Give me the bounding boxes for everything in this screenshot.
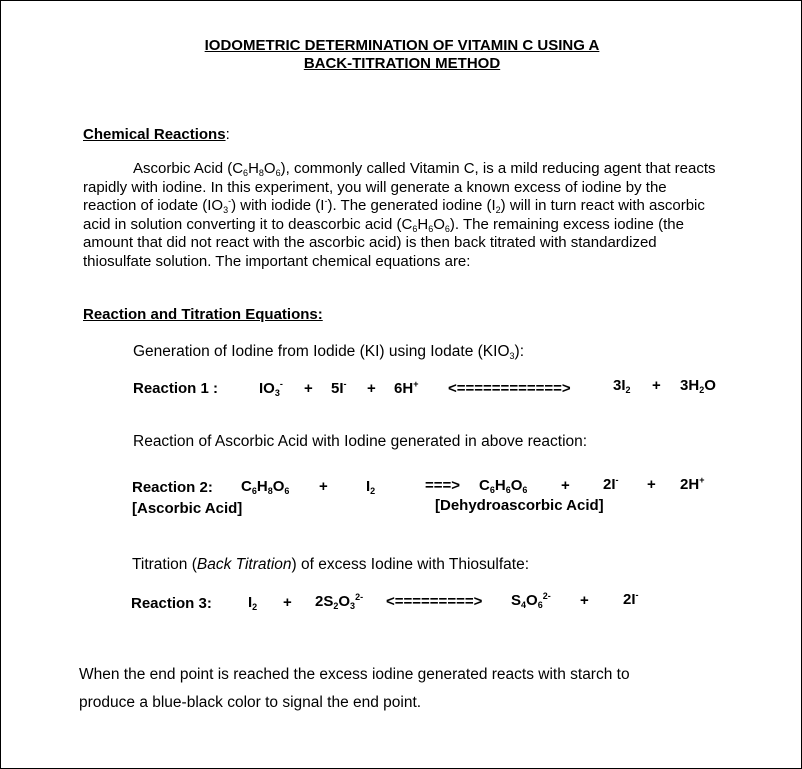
iodide-charge: -	[343, 379, 347, 389]
reaction-3-tetrathionate	[511, 592, 551, 609]
reaction-2-ascorbic-acid-label: [Ascorbic Acid]	[132, 500, 243, 517]
iodate-formula: IO	[259, 380, 275, 397]
r3-iodide-formula: 2I	[623, 591, 636, 608]
intro-paragraph-segment: 3	[223, 205, 229, 216]
tetrathionate-sub-2: 6	[537, 600, 543, 610]
thiosulfate-sub-2: 3	[350, 601, 356, 611]
reaction-1-label: Reaction 1 :	[133, 380, 219, 397]
reaction-1-iodate	[259, 380, 283, 397]
reaction-2-dehydroascorbic-acid-label: [Dehydroascorbic Acid]	[435, 497, 604, 514]
r2-hydrogen-charge: +	[699, 475, 705, 485]
chemical-reactions-heading	[83, 126, 230, 143]
reaction-3-plus-1: +	[283, 594, 292, 611]
thiosulfate-o: O	[338, 593, 351, 610]
intro-paragraph-segment: H	[417, 215, 429, 233]
equations-heading	[83, 306, 323, 323]
intro-paragraph-segment: O	[263, 160, 276, 177]
reaction-1-description-sub: 3	[509, 351, 515, 361]
reaction-1-plus-3: +	[652, 377, 661, 394]
reaction-2-iodide	[603, 476, 619, 493]
reaction-2-iodine	[366, 478, 375, 495]
equations-heading-text: Reaction and Titration Equations:	[83, 306, 323, 323]
tetrathionate-o: O	[526, 592, 538, 609]
heading-colon: :	[225, 126, 230, 143]
r2-iodide-charge: -	[615, 475, 619, 485]
ascorbic-formula-segment: C	[241, 478, 252, 495]
reaction-3-description	[132, 556, 529, 574]
reaction-2-dehydroascorbic-formula	[479, 477, 527, 494]
reaction-2-plus-1: +	[319, 478, 328, 495]
intro-paragraph-segment: 6	[428, 223, 434, 234]
tetrathionate-charge: 2-	[542, 591, 551, 601]
dehydroascorbic-formula-segment: 6	[522, 485, 528, 495]
r2-hydrogen-formula: 2H	[680, 476, 700, 493]
r3-iodide-charge: -	[635, 590, 639, 600]
intro-paragraph-segment: O	[433, 215, 445, 233]
intro-paragraph-segment: 6	[243, 168, 249, 178]
reaction-1-water	[680, 377, 716, 394]
reaction-1-description	[133, 343, 524, 361]
water-sub: 2	[699, 385, 705, 395]
reaction-3-description-pre: Titration (	[132, 556, 197, 573]
intro-paragraph-segment: ). The generated iodine (I	[327, 197, 496, 215]
document-title-line-2: BACK-TITRATION METHOD	[303, 55, 501, 72]
r3-iodine-formula: I	[248, 594, 253, 611]
dehydroascorbic-formula-segment: C	[479, 477, 490, 494]
reaction-3-iodine	[248, 594, 257, 611]
conclusion-line-2: produce a blue-black color to signal the end point.	[79, 694, 422, 711]
reaction-3-arrow: <=========>	[386, 593, 483, 610]
thiosulfate-sub-1: 2	[333, 601, 339, 611]
intro-paragraph-segment: -	[324, 196, 328, 207]
reaction-2-ascorbic-acid-formula	[241, 478, 289, 495]
intro-paragraph-segment: 6	[275, 168, 281, 178]
reaction-2-label: Reaction 2:	[132, 479, 213, 496]
reaction-3-thiosulfate	[315, 593, 363, 610]
iodate-sub: 3	[274, 388, 280, 398]
intro-paragraph-segment: 8	[258, 168, 264, 178]
reaction-1-iodide	[331, 380, 347, 397]
r2-iodide-formula: 2I	[603, 476, 616, 493]
iodide-formula: 5I	[331, 380, 344, 397]
ascorbic-formula-segment: 6	[284, 486, 290, 496]
intro-paragraph-segment: -	[228, 196, 232, 207]
ascorbic-formula-segment: H	[256, 478, 268, 495]
dehydroascorbic-formula-segment: O	[510, 477, 523, 494]
r3-iodine-sub: 2	[252, 602, 258, 612]
dehydroascorbic-formula-segment: 6	[505, 485, 511, 495]
reaction-1-iodine	[613, 377, 631, 394]
reaction-2-plus-2: +	[561, 477, 570, 494]
document-title-line-1: IODOMETRIC DETERMINATION OF VITAMIN C USING A	[204, 37, 600, 54]
iodine-sub: 2	[625, 385, 631, 395]
dehydroascorbic-formula-segment: 6	[489, 485, 495, 495]
reaction-1-arrow: <============>	[448, 380, 571, 397]
intro-paragraph-segment: 6	[444, 223, 450, 234]
intro-paragraph-segment: Ascorbic Acid (C	[133, 160, 244, 177]
reaction-1-plus-2: +	[367, 380, 376, 397]
reaction-1-description-text: Generation of Iodine from Iodide (KI) using Iodate (KIO	[133, 343, 510, 360]
reaction-1-plus-1: +	[304, 380, 313, 397]
intro-paragraph-segment: 6	[412, 223, 418, 234]
reaction-2-plus-3: +	[647, 476, 656, 493]
intro-paragraph	[83, 160, 723, 272]
tetrathionate-sub-1: 4	[521, 600, 527, 610]
reaction-3-plus-2: +	[580, 592, 589, 609]
thiosulfate-s: 2S	[315, 593, 334, 610]
thiosulfate-charge: 2-	[355, 592, 364, 602]
reaction-3-description-italic: Back Titration	[196, 556, 292, 573]
ascorbic-formula-segment: O	[272, 478, 285, 495]
reaction-3-iodide	[623, 591, 639, 608]
reaction-2-description: Reaction of Ascorbic Acid with Iodine generated in above reaction:	[133, 433, 588, 450]
tetrathionate-s: S	[511, 592, 522, 609]
r2-iodine-formula: I	[366, 478, 371, 495]
water-formula-a: 3H	[680, 377, 700, 394]
intro-paragraph-segment: ), commonly called Vitamin C, is a mild reducing agent that reacts rapidly with iodine. In this experiment, you will generate a known excess of iodine by the reaction of iodate (IO	[83, 160, 716, 215]
intro-paragraph-segment: H	[248, 160, 259, 177]
intro-paragraph-segment: ) with iodide (I	[231, 197, 325, 215]
hydrogen-charge: +	[413, 379, 419, 389]
water-formula-b: O	[704, 377, 716, 394]
intro-paragraph-segment: ). The remaining excess iodine (the amount that did not react with the ascorbic acid) is then back titrated with standardized thiosulfate solution. The important chemical equations are:	[83, 215, 684, 270]
reaction-2-arrow: ===>	[425, 477, 461, 494]
reaction-2-hydrogen	[680, 476, 704, 493]
reaction-3-description-post: ) of excess Iodine with Thiosulfate:	[291, 556, 530, 573]
reaction-3-label: Reaction 3:	[131, 595, 212, 612]
chemical-reactions-heading-text: Chemical Reactions	[83, 126, 226, 143]
reaction-1-description-end: ):	[514, 343, 524, 360]
ascorbic-formula-segment: 8	[267, 486, 273, 496]
reaction-1-hydrogen	[394, 380, 418, 397]
intro-paragraph-segment: 2	[495, 205, 501, 216]
conclusion-line-1: When the end point is reached the excess iodine generated reacts with starch to	[79, 666, 630, 683]
dehydroascorbic-formula-segment: H	[494, 477, 506, 494]
intro-paragraph-segment: ) will in turn react with ascorbic acid in solution converting it to deascorbic acid (C	[83, 197, 705, 233]
iodine-formula: 3I	[613, 377, 626, 394]
iodate-charge: -	[279, 379, 283, 389]
r2-iodine-sub: 2	[370, 486, 376, 496]
ascorbic-formula-segment: 6	[251, 486, 257, 496]
hydrogen-formula: 6H	[394, 380, 414, 397]
